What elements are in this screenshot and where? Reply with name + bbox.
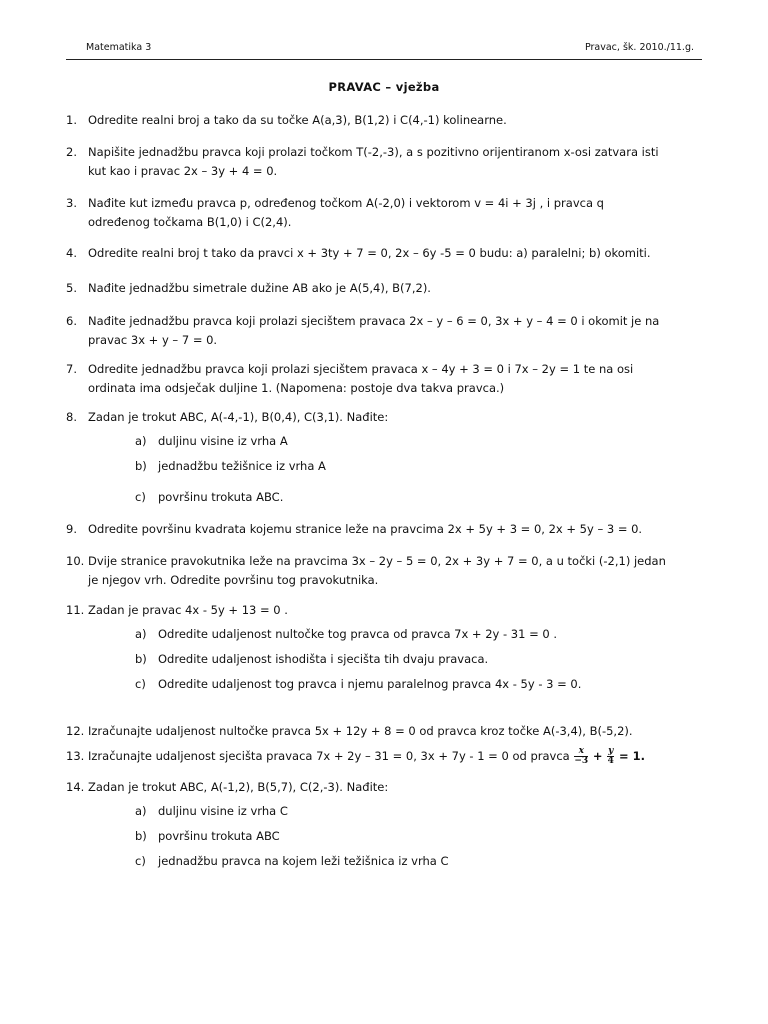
fraction-y-over-4 <box>607 747 614 766</box>
fraction-denominator: −3 <box>574 756 589 766</box>
problem-number: 9. <box>66 522 77 536</box>
equation-end: = 1. <box>619 749 646 763</box>
sub-text: jednadžbu težišnice iz vrha A <box>158 459 326 473</box>
problem-number: 10. <box>66 554 85 568</box>
problem-number: 11. <box>66 603 85 617</box>
problem-text-line1: Nađite kut između pravca p, određenog točkom A(-2,0) i vektorom v = 4i + 3j , i pravca q <box>88 196 604 210</box>
problem-text-line1: Napišite jednadžbu pravca koji prolazi točkom T(-2,-3), a s pozitivno orijentiranom x-osi zatvara isti <box>88 145 659 159</box>
problem-text-line1: Odredite jednadžbu pravca koji prolazi sjecištem pravaca x – 4y + 3 = 0 i 7x – 2y = 1 te na osi <box>88 362 634 376</box>
sub-label: c) <box>135 490 146 504</box>
problem-number: 2. <box>66 145 77 159</box>
problem-text-with-equation <box>88 747 706 766</box>
fraction-denominator: 4 <box>607 756 614 766</box>
problem-text-line2: je njegov vrh. Odredite površinu tog pravokutnika. <box>88 573 379 587</box>
sub-text: površinu trokuta ABC. <box>158 490 284 504</box>
plus-sign: + <box>592 749 603 763</box>
sub-text: površinu trokuta ABC <box>158 829 280 843</box>
problem-text: Zadan je trokut ABC, A(-1,2), B(5,7), C(2,-3). Nađite: <box>88 780 389 794</box>
problem-text: Odredite površinu kvadrata kojemu stranice leže na pravcima 2x + 5y + 3 = 0, 2x + 5y – 3 = 0. <box>88 522 643 536</box>
problem-text: Zadan je pravac 4x - 5y + 13 = 0 . <box>88 603 288 617</box>
problem-text: Odredite realni broj t tako da pravci x + 3ty + 7 = 0, 2x – 6y -5 = 0 budu: a) paralelni; b) okomiti. <box>88 246 651 260</box>
sub-label: b) <box>135 652 147 666</box>
sub-text: Odredite udaljenost nultočke tog pravca od pravca 7x + 2y - 31 = 0 . <box>158 627 558 641</box>
problem-number: 6. <box>66 314 77 328</box>
sub-label: c) <box>135 677 146 691</box>
header-topic-year: Pravac, šk. 2010./11.g. <box>584 42 694 53</box>
problem-text-line1: Nađite jednadžbu pravca koji prolazi sjecištem pravaca 2x – y – 6 = 0, 3x + y – 4 = 0 i okomit je na <box>88 314 660 328</box>
sub-text: Odredite udaljenost tog pravca i njemu paralelnog pravca 4x - 5y - 3 = 0. <box>158 677 582 691</box>
problem-text: Zadan je trokut ABC, A(-4,-1), B(0,4), C(3,1). Nađite: <box>88 410 389 424</box>
fraction-numerator: x <box>574 747 588 757</box>
problem-text-line2: određenog točkama B(1,0) i C(2,4). <box>88 215 292 229</box>
problem-number: 8. <box>66 410 77 424</box>
problem-number: 7. <box>66 362 77 376</box>
problem-text-line2: ordinata ima odsječak duljine 1. (Napomena: postoje dva takva pravca.) <box>88 381 505 395</box>
problem-number: 14. <box>66 780 85 794</box>
sub-text: duljinu visine iz vrha A <box>158 434 288 448</box>
sub-label: b) <box>135 829 147 843</box>
problem-text: Izračunajte udaljenost nultočke pravca 5x + 12y + 8 = 0 od pravca kroz točke A(-3,4), B(-5,2). <box>88 724 633 738</box>
problem-number: 5. <box>66 281 77 295</box>
problem-text: Nađite jednadžbu simetrale dužine AB ako je A(5,4), B(7,2). <box>88 281 431 295</box>
problem-number: 13. <box>66 749 85 763</box>
sub-label: b) <box>135 459 147 473</box>
sub-label: a) <box>135 627 147 641</box>
problem-number: 12. <box>66 724 85 738</box>
problem-number: 3. <box>66 196 77 210</box>
problem-text: Odredite realni broj a tako da su točke A(a,3), B(1,2) i C(4,-1) kolinearne. <box>88 113 507 127</box>
problem-text-line2: pravac 3x + y – 7 = 0. <box>88 333 218 347</box>
problem-text: Izračunajte udaljenost sjecišta pravaca 7x + 2y – 31 = 0, 3x + 7y - 1 = 0 od pravca <box>88 749 570 763</box>
sub-text: Odredite udaljenost ishodišta i sjecišta tih dvaju pravaca. <box>158 652 489 666</box>
page-header <box>66 42 702 56</box>
sub-text: duljinu visine iz vrha C <box>158 804 288 818</box>
sub-text: jednadžbu pravca na kojem leži težišnica iz vrha C <box>158 854 449 868</box>
problem-number: 4. <box>66 246 77 260</box>
problem-text-line1: Dvije stranice pravokutnika leže na pravcima 3x – 2y – 5 = 0, 2x + 3y + 7 = 0, a u točki (-2,1) jedan <box>88 554 666 568</box>
fraction-x-over-minus3 <box>574 747 588 766</box>
page-title: PRAVAC – vježba <box>328 80 440 94</box>
sub-label: a) <box>135 804 147 818</box>
problem-number: 1. <box>66 113 77 127</box>
sub-label: c) <box>135 854 146 868</box>
header-subject: Matematika 3 <box>86 42 152 53</box>
problem-text-line2: kut kao i pravac 2x – 3y + 4 = 0. <box>88 164 278 178</box>
fraction-numerator: y <box>608 746 614 756</box>
header-divider <box>66 59 702 60</box>
sub-label: a) <box>135 434 147 448</box>
